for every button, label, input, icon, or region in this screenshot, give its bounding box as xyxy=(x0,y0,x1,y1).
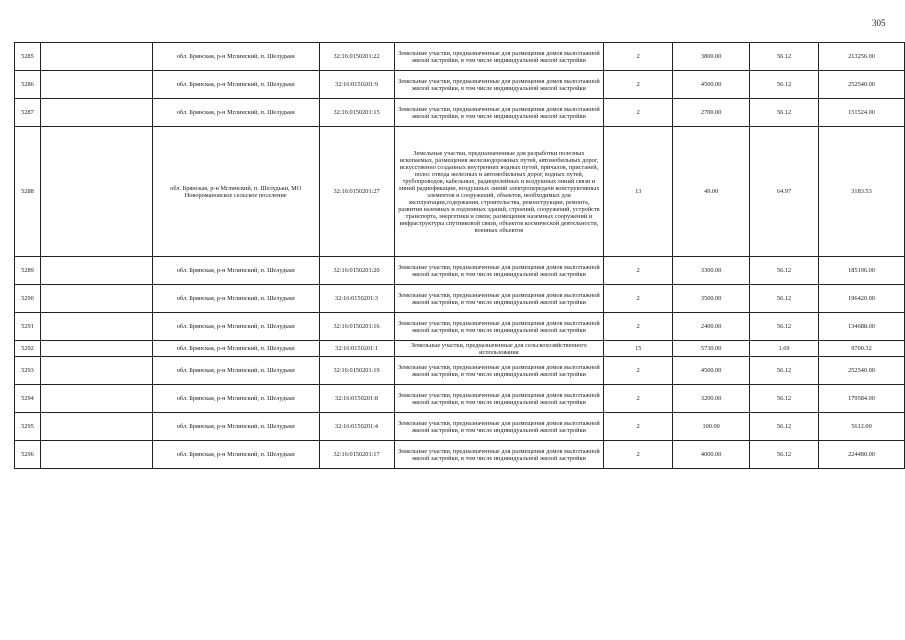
rate-cell: 56.12 xyxy=(750,357,819,385)
land-purpose-cell: Земельные участки, предназначенные для размещения домов малоэтажной жилой застройки, в том числе индивидуальной жилой застройки xyxy=(394,441,604,469)
row-number: 5296 xyxy=(15,441,41,469)
blank-cell xyxy=(40,341,152,357)
blank-cell xyxy=(40,385,152,413)
blank-cell xyxy=(40,127,152,257)
group-cell: 2 xyxy=(604,313,673,341)
area-cell: 4500.00 xyxy=(673,357,750,385)
cadastral-value-cell: 224480.00 xyxy=(819,441,905,469)
blank-cell xyxy=(40,99,152,127)
area-cell: 4000.00 xyxy=(673,441,750,469)
rate-cell: 56.12 xyxy=(750,71,819,99)
cadastral-value-cell: 134688.00 xyxy=(819,313,905,341)
table-row xyxy=(15,99,905,127)
group-cell: 13 xyxy=(604,127,673,257)
rate-cell: 56.12 xyxy=(750,313,819,341)
land-registry-table xyxy=(14,42,905,469)
land-purpose-cell: Земельные участки, предназначенные для размещения домов малоэтажной жилой застройки, в том числе индивидуальной жилой застройки xyxy=(394,313,604,341)
area-cell: 100.00 xyxy=(673,413,750,441)
rate-cell: 56.12 xyxy=(750,441,819,469)
cadastral-value-cell: 151524.00 xyxy=(819,99,905,127)
table-row xyxy=(15,357,905,385)
address-cell: обл. Брянская, р-н Мглинский, п. Шелудьки xyxy=(152,257,319,285)
cadastral-number-cell: 32:16:0150201:22 xyxy=(319,43,394,71)
rate-cell: 56.12 xyxy=(750,99,819,127)
row-number: 5287 xyxy=(15,99,41,127)
address-cell: обл. Брянская, р-н Мглинский, п. Шелудьки, МО Новоромановское сельское поселение xyxy=(152,127,319,257)
area-cell: 2700.00 xyxy=(673,99,750,127)
cadastral-number-cell: 32:16:0150201:3 xyxy=(319,285,394,313)
table-row xyxy=(15,385,905,413)
page-number: 305 xyxy=(872,18,886,28)
blank-cell xyxy=(40,285,152,313)
cadastral-number-cell: 32:16:0150201:9 xyxy=(319,71,394,99)
rate-cell: 56.12 xyxy=(750,385,819,413)
group-cell: 2 xyxy=(604,43,673,71)
cadastral-number-cell: 32:16:0150201:1 xyxy=(319,341,394,357)
cadastral-value-cell: 9700.32 xyxy=(819,341,905,357)
cadastral-number-cell: 32:16:0150201:4 xyxy=(319,413,394,441)
group-cell: 2 xyxy=(604,257,673,285)
blank-cell xyxy=(40,313,152,341)
table-row xyxy=(15,257,905,285)
land-purpose-cell: Земельные участки, предназначенные для размещения домов малоэтажной жилой застройки, в том числе индивидуальной жилой застройки xyxy=(394,257,604,285)
area-cell: 3300.00 xyxy=(673,257,750,285)
rate-cell: 56.12 xyxy=(750,43,819,71)
blank-cell xyxy=(40,43,152,71)
group-cell: 2 xyxy=(604,71,673,99)
table-row xyxy=(15,313,905,341)
row-number: 5294 xyxy=(15,385,41,413)
area-cell: 5730.00 xyxy=(673,341,750,357)
cadastral-value-cell: 5612.00 xyxy=(819,413,905,441)
cadastral-number-cell: 32:16:0150201:8 xyxy=(319,385,394,413)
area-cell: 3200.00 xyxy=(673,385,750,413)
cadastral-number-cell: 32:16:0150201:27 xyxy=(319,127,394,257)
group-cell: 2 xyxy=(604,441,673,469)
row-number: 5293 xyxy=(15,357,41,385)
blank-cell xyxy=(40,257,152,285)
address-cell: обл. Брянская, р-н Мглинский, п. Шелудьки xyxy=(152,357,319,385)
row-number: 5288 xyxy=(15,127,41,257)
land-purpose-cell: Земельные участки, предназначенные для размещения домов малоэтажной жилой застройки, в том числе индивидуальной жилой застройки xyxy=(394,413,604,441)
rate-cell: 56.12 xyxy=(750,413,819,441)
rate-cell: 64.97 xyxy=(750,127,819,257)
cadastral-number-cell: 32:16:0150201:20 xyxy=(319,257,394,285)
row-number: 5295 xyxy=(15,413,41,441)
group-cell: 2 xyxy=(604,413,673,441)
address-cell: обл. Брянская, р-н Мглинский, п. Шелудьки xyxy=(152,71,319,99)
table-row xyxy=(15,341,905,357)
row-number: 5291 xyxy=(15,313,41,341)
address-cell: обл. Брянская, р-н Мглинский, п. Шелудьки xyxy=(152,99,319,127)
address-cell: обл. Брянская, р-н Мглинский, п. Шелудьки xyxy=(152,413,319,441)
rate-cell: 1.69 xyxy=(750,341,819,357)
cadastral-number-cell: 32:16:0150201:19 xyxy=(319,357,394,385)
land-purpose-cell: Земельные участки, предназначенные для размещения домов малоэтажной жилой застройки, в том числе индивидуальной жилой застройки xyxy=(394,99,604,127)
area-cell: 3500.00 xyxy=(673,285,750,313)
cadastral-value-cell: 213256.00 xyxy=(819,43,905,71)
group-cell: 2 xyxy=(604,357,673,385)
group-cell: 2 xyxy=(604,385,673,413)
row-number: 5292 xyxy=(15,341,41,357)
table-row xyxy=(15,441,905,469)
area-cell: 3800.00 xyxy=(673,43,750,71)
cadastral-value-cell: 196420.00 xyxy=(819,285,905,313)
row-number: 5290 xyxy=(15,285,41,313)
table-row xyxy=(15,413,905,441)
area-cell: 49.00 xyxy=(673,127,750,257)
rate-cell: 56.12 xyxy=(750,257,819,285)
table-row xyxy=(15,43,905,71)
address-cell: обл. Брянская, р-н Мглинский, п. Шелудьки xyxy=(152,385,319,413)
cadastral-number-cell: 32:16:0150201:17 xyxy=(319,441,394,469)
land-purpose-cell: Земельные участки, предназначенные для размещения домов малоэтажной жилой застройки, в том числе индивидуальной жилой застройки xyxy=(394,357,604,385)
cadastral-value-cell: 252540.00 xyxy=(819,71,905,99)
land-purpose-cell: Земельные участки, предназначенные для размещения домов малоэтажной жилой застройки, в том числе индивидуальной жилой застройки xyxy=(394,71,604,99)
address-cell: обл. Брянская, р-н Мглинский, п. Шелудьки xyxy=(152,341,319,357)
row-number: 5289 xyxy=(15,257,41,285)
land-purpose-cell: Земельные участки, предназначенные для размещения домов малоэтажной жилой застройки, в том числе индивидуальной жилой застройки xyxy=(394,43,604,71)
address-cell: обл. Брянская, р-н Мглинский, п. Шелудьки xyxy=(152,313,319,341)
row-number: 5286 xyxy=(15,71,41,99)
blank-cell xyxy=(40,71,152,99)
group-cell: 2 xyxy=(604,285,673,313)
cadastral-value-cell: 185196.00 xyxy=(819,257,905,285)
group-cell: 2 xyxy=(604,99,673,127)
address-cell: обл. Брянская, р-н Мглинский, п. Шелудьки xyxy=(152,43,319,71)
land-purpose-cell: Земельные участки, предназначенные для размещения домов малоэтажной жилой застройки, в том числе индивидуальной жилой застройки xyxy=(394,385,604,413)
area-cell: 4500.00 xyxy=(673,71,750,99)
blank-cell xyxy=(40,413,152,441)
blank-cell xyxy=(40,357,152,385)
address-cell: обл. Брянская, р-н Мглинский, п. Шелудьки xyxy=(152,285,319,313)
rate-cell: 56.12 xyxy=(750,285,819,313)
row-number: 5285 xyxy=(15,43,41,71)
table-row xyxy=(15,127,905,257)
cadastral-value-cell: 3183.53 xyxy=(819,127,905,257)
cadastral-number-cell: 32:16:0150201:16 xyxy=(319,313,394,341)
group-cell: 15 xyxy=(604,341,673,357)
cadastral-number-cell: 32:16:0150201:15 xyxy=(319,99,394,127)
cadastral-value-cell: 179584.00 xyxy=(819,385,905,413)
cadastral-value-cell: 252540.00 xyxy=(819,357,905,385)
land-purpose-cell: Земельные участки, предназначенные для сельскохозяйственного использования xyxy=(394,341,604,357)
table-row xyxy=(15,285,905,313)
address-cell: обл. Брянская, р-н Мглинский, п. Шелудьки xyxy=(152,441,319,469)
table-row xyxy=(15,71,905,99)
land-purpose-cell: Земельные участки, предназначенные для размещения домов малоэтажной жилой застройки, в том числе индивидуальной жилой застройки xyxy=(394,285,604,313)
land-purpose-cell: Земельные участки, предназначенные для разработки полезных ископаемых, размещения железнодорожных путей, автомобильных дорог, искусственно созданных внутренних водных путей, причалов, пристаней, полос отвода железных и автомобильных дорог, водных путей, трубопроводов, кабельных, радиорелейных и воздушных линий связи и линий радиофикации, воздушных линий электропередачи конструктивных элементов и сооружений, объектов, необходимых для эксплуатации,содержания, строительства, реконструкции, ремонта, развития наземных и подземных зданий, строений, сооружений, устройств транспорта, энергетики и связи; размещения наземных сооружений и инфраструктуры спутниковой связи, объектов космической деятельности, военных объектов xyxy=(394,127,604,257)
area-cell: 2400.00 xyxy=(673,313,750,341)
blank-cell xyxy=(40,441,152,469)
